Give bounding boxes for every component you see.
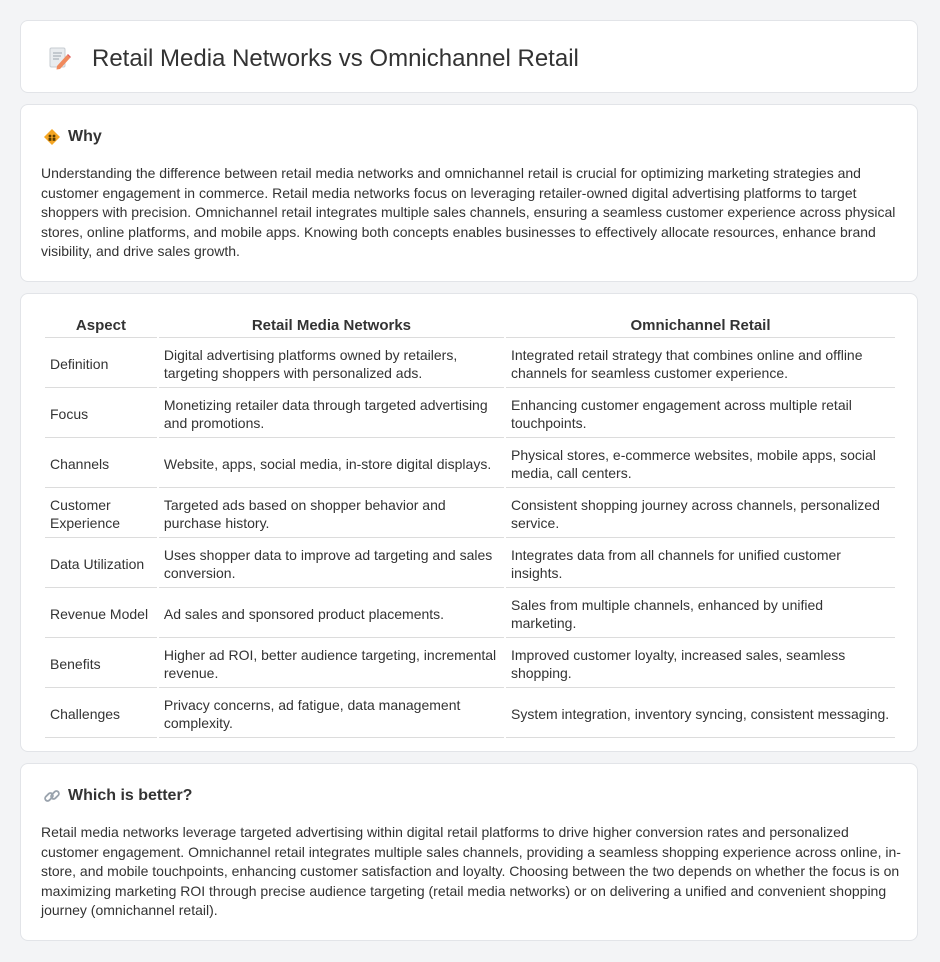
omnichannel-cell: Physical stores, e-commerce websites, mobile apps, social media, call centers.	[506, 440, 895, 488]
which-is-better-section	[20, 763, 918, 941]
table-row	[45, 590, 895, 638]
table-row	[45, 390, 895, 438]
omnichannel-cell: Integrates data from all channels for unified customer insights.	[506, 540, 895, 588]
aspect-cell: Revenue Model	[45, 590, 157, 638]
table-row	[45, 340, 895, 388]
why-text: Understanding the difference between retail media networks and omnichannel retail is crucial for optimizing marketing strategies and customer engagement in commerce. Retail media networks focus on leveraging retailer-owned digital advertising platforms to target shoppers with precision. Omnichannel retail integrates multiple sales channels, ensuring a seamless customer experience across physical stores, online platforms, and mobile apps. Knowing both concepts enables businesses to effectively allocate resources, enhance brand visibility, and drive sales growth.	[41, 165, 896, 259]
retail-media-cell: Website, apps, social media, in-store digital displays.	[159, 440, 504, 488]
header-aspect: Aspect	[45, 311, 157, 338]
omnichannel-cell: Consistent shopping journey across channels, personalized service.	[506, 490, 895, 538]
why-heading-label: Why	[68, 128, 102, 145]
table-row	[45, 440, 895, 488]
omnichannel-cell: Integrated retail strategy that combines online and offline channels for seamless customer experience.	[506, 340, 895, 388]
page-title: Retail Media Networks vs Omnichannel Retail	[92, 45, 579, 72]
omnichannel-cell: Enhancing customer engagement across multiple retail touchpoints.	[506, 390, 895, 438]
title-card	[20, 20, 918, 93]
aspect-cell: Channels	[45, 440, 157, 488]
table-row	[45, 690, 895, 738]
aspect-cell: Definition	[45, 340, 157, 388]
aspect-cell: Benefits	[45, 640, 157, 688]
aspect-cell: Data Utilization	[45, 540, 157, 588]
table-row	[45, 490, 895, 538]
retail-media-cell: Privacy concerns, ad fatigue, data management complexity.	[159, 690, 504, 738]
retail-media-cell: Targeted ads based on shopper behavior and purchase history.	[159, 490, 504, 538]
table-header-row	[45, 311, 895, 338]
which-is-better-text: Retail media networks leverage targeted advertising within digital retail platforms to drive higher conversion rates and personalized customer engagement. Omnichannel retail integrates multiple sales channels, providing a seamless shopping experience across online, in-store, and mobile touchpoints, enhancing customer satisfaction and loyalty. Choosing between the two depends on whether the focus is on maximizing marketing ROI through precise audience targeting (retail media networks) or on delivering a unified and convenient shopping journey (omnichannel retail).	[41, 824, 901, 918]
link-icon	[43, 787, 61, 805]
header-omnichannel-retail: Omnichannel Retail	[506, 311, 895, 338]
which-is-better-label: Which is better?	[68, 787, 193, 804]
aspect-cell: Challenges	[45, 690, 157, 738]
retail-media-cell: Digital advertising platforms owned by retailers, targeting shoppers with personalized ads.	[159, 340, 504, 388]
aspect-cell: Focus	[45, 390, 157, 438]
omnichannel-cell: Sales from multiple channels, enhanced by unified marketing.	[506, 590, 895, 638]
diamond-people-icon	[43, 128, 61, 146]
comparison-card	[20, 293, 918, 752]
table-row	[45, 540, 895, 588]
comparison-table	[43, 309, 897, 740]
omnichannel-cell: Improved customer loyalty, increased sales, seamless shopping.	[506, 640, 895, 688]
header-retail-media-networks: Retail Media Networks	[159, 311, 504, 338]
retail-media-cell: Higher ad ROI, better audience targeting, incremental revenue.	[159, 640, 504, 688]
retail-media-cell: Ad sales and sponsored product placements.	[159, 590, 504, 638]
why-section	[20, 104, 918, 282]
aspect-cell: Customer Experience	[45, 490, 157, 538]
memo-pencil-icon	[47, 46, 71, 70]
retail-media-cell: Uses shopper data to improve ad targeting and sales conversion.	[159, 540, 504, 588]
table-row	[45, 640, 895, 688]
omnichannel-cell: System integration, inventory syncing, consistent messaging.	[506, 690, 895, 738]
retail-media-cell: Monetizing retailer data through targeted advertising and promotions.	[159, 390, 504, 438]
